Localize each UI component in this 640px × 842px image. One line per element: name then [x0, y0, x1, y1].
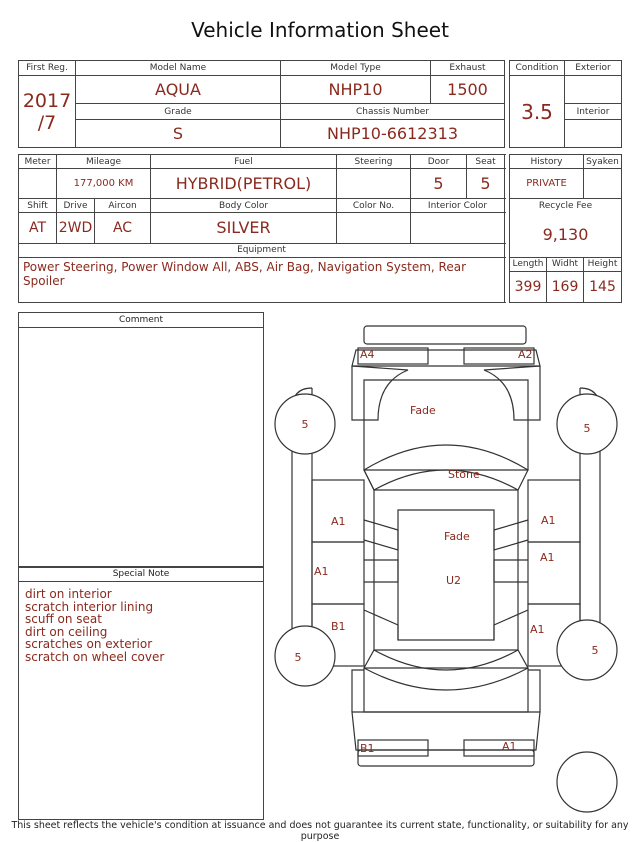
disclaimer-footer: This sheet reflects the vehicle's condition at issuance and does not guarantee its current state, functionality, or suitability for any purpose — [11, 820, 629, 842]
model-name-label: Model Name — [76, 61, 281, 76]
steering-value — [337, 169, 411, 199]
syaken-label: Syaken — [584, 155, 622, 169]
aircon-value: AC — [95, 213, 151, 243]
special-note-box — [18, 566, 264, 820]
condition-table — [509, 60, 622, 148]
color-no-label: Color No. — [337, 199, 411, 213]
syaken-value — [584, 169, 622, 199]
condition-label: Condition — [510, 61, 565, 76]
meter-label: Meter — [19, 155, 57, 169]
history-table — [509, 154, 622, 303]
drive-value: 2WD — [57, 213, 95, 243]
damage-front-left: A4 — [360, 348, 375, 361]
tire-rr-grade: 5 — [591, 644, 599, 657]
damage-hood: Fade — [410, 404, 436, 417]
mileage-label: Mileage — [57, 155, 151, 169]
special-note-list — [19, 582, 263, 669]
damage-right-front-door: A1 — [540, 551, 555, 564]
tire-rr-icon — [557, 620, 617, 680]
height-label: Height — [584, 257, 622, 271]
first-reg-year: 2017 — [22, 89, 72, 112]
equipment-value: Power Steering, Power Window All, ABS, Air Bag, Navigation System, Rear Spoiler — [19, 257, 505, 302]
list-item: dirt on interior — [25, 587, 112, 601]
first-reg-cell — [19, 76, 76, 148]
damage-rear-right: A1 — [502, 740, 517, 753]
damage-windshield: Stone — [448, 468, 480, 481]
model-type-label: Model Type — [281, 61, 431, 76]
chassis-value: NHP10-6612313 — [281, 119, 505, 147]
damage-rear-left: B1 — [360, 742, 375, 755]
damage-roof-rear: U2 — [446, 574, 462, 587]
damage-front-right-fender: A1 — [541, 514, 556, 527]
special-note-label: Special Note — [19, 567, 263, 582]
length-value: 399 — [510, 271, 547, 302]
interior-value — [565, 119, 622, 147]
list-item: scratch on wheel cover — [25, 649, 165, 664]
car-damage-diagram — [268, 320, 624, 820]
drive-label: Drive — [57, 199, 95, 213]
width-label: Widht — [547, 257, 584, 271]
damage-right-rear-door: A1 — [530, 623, 545, 636]
grade-value: S — [76, 119, 281, 147]
specs-table — [18, 154, 505, 303]
width-value: 169 — [547, 271, 584, 302]
height-value: 145 — [584, 271, 622, 302]
spare-tire-icon — [557, 752, 617, 812]
list-item: scuff on seat — [25, 612, 102, 626]
exhaust-label: Exhaust — [431, 61, 505, 76]
exterior-value — [565, 76, 622, 104]
door-label: Door — [411, 155, 467, 169]
damage-front-left-fender: A1 — [331, 515, 346, 528]
model-name-value: AQUA — [76, 76, 281, 104]
chassis-label: Chassis Number — [281, 104, 505, 119]
car-outline — [292, 326, 600, 766]
damage-roof: Fade — [444, 530, 470, 543]
tire-fr-grade: 5 — [583, 422, 591, 435]
length-label: Length — [510, 257, 547, 271]
shift-label: Shift — [19, 199, 57, 213]
registration-table — [18, 60, 505, 148]
body-color-label: Body Color — [151, 199, 337, 213]
interior-color-label: Interior Color — [411, 199, 505, 213]
comment-box — [18, 312, 264, 568]
list-item: scratches on exterior — [25, 637, 153, 651]
history-value: PRIVATE — [510, 169, 584, 199]
grade-label: Grade — [76, 104, 281, 119]
steering-label: Steering — [337, 155, 411, 169]
recycle-fee-label: Recycle Fee — [510, 199, 622, 213]
tire-fl-grade: 5 — [301, 418, 309, 431]
tire-rl-grade: 5 — [294, 651, 302, 664]
seat-value: 5 — [467, 169, 505, 199]
door-value: 5 — [411, 169, 467, 199]
equipment-label: Equipment — [19, 243, 505, 257]
recycle-fee-value: 9,130 — [510, 213, 622, 257]
seat-label: Seat — [467, 155, 505, 169]
list-item: scratch interior lining — [25, 599, 154, 614]
interior-label: Interior — [565, 104, 622, 119]
list-item: dirt on ceiling — [25, 624, 108, 639]
first-reg-month: /7 — [37, 111, 57, 134]
history-label: History — [510, 155, 584, 169]
damage-front-right: A2 — [518, 348, 533, 361]
color-no-value — [337, 213, 411, 243]
interior-color-value — [411, 213, 505, 243]
meter-value — [19, 169, 57, 199]
first-reg-label: First Reg. — [19, 61, 76, 76]
shift-value: AT — [19, 213, 57, 243]
damage-left-front-door: A1 — [314, 565, 329, 578]
page-title: Vehicle Information Sheet — [191, 18, 449, 42]
fuel-label: Fuel — [151, 155, 337, 169]
tires — [275, 394, 617, 812]
damage-left-rear-door: B1 — [331, 620, 346, 633]
comment-label: Comment — [19, 313, 263, 328]
tire-rl-icon — [275, 626, 335, 686]
fuel-value: HYBRID(PETROL) — [151, 169, 337, 199]
model-type-value: NHP10 — [281, 76, 431, 104]
exterior-label: Exterior — [565, 61, 622, 76]
exhaust-value: 1500 — [431, 76, 505, 104]
aircon-label: Aircon — [95, 199, 151, 213]
body-color-value: SILVER — [151, 213, 337, 243]
condition-value: 3.5 — [510, 76, 565, 148]
mileage-value: 177,000 KM — [57, 169, 151, 199]
